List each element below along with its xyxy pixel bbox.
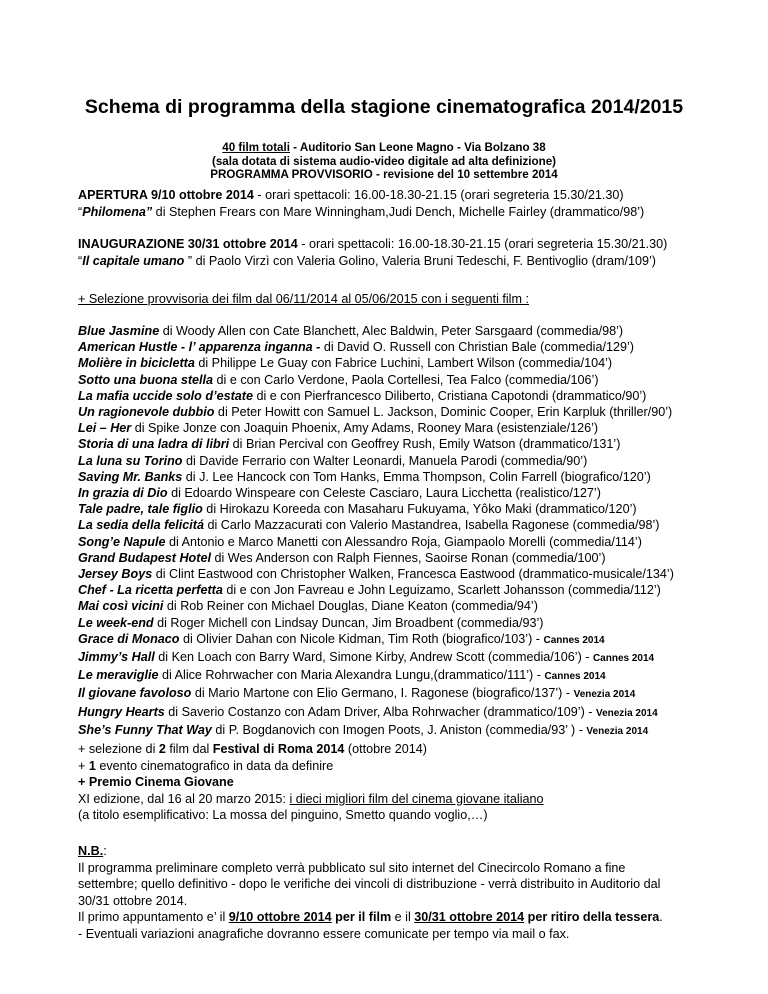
film-details: di Wes Anderson con Ralph Fiennes, Saoirse Ronan (commedia/100’) xyxy=(210,550,606,565)
header-venue-line xyxy=(0,141,768,155)
note-line: 30/31 ottobre 2014. xyxy=(78,893,188,908)
film-details: di J. Lee Hancock con Tom Hanks, Emma Thompson, Colin Farrell (biografico/120’) xyxy=(182,469,651,484)
film-details: di Peter Howitt con Samuel L. Jackson, Dominic Cooper, Erin Karpluk (thriller/90’) xyxy=(214,405,673,420)
film-row xyxy=(78,404,758,420)
premio-cinema-giovane: + Premio Cinema Giovane xyxy=(78,775,234,789)
film-title: Hungry Hearts xyxy=(78,704,165,719)
festival-badge: Venezia 2014 xyxy=(595,707,658,719)
film-row xyxy=(78,685,758,703)
apertura-label: APERTURA 9/10 ottobre 2014 xyxy=(78,188,254,202)
note-text: e il xyxy=(391,910,415,924)
film-details: di Rob Reiner con Michael Douglas, Diane Keaton (commedia/94’) xyxy=(163,599,538,614)
film-title: Saving Mr. Banks xyxy=(78,469,183,484)
nb-colon: : xyxy=(103,844,107,858)
film-row xyxy=(78,420,758,436)
film-row xyxy=(78,615,758,631)
revision-note: PROGRAMMA PROVVISORIO - revisione del 10 settembre 2014 xyxy=(210,168,558,181)
festival-badge: Cannes 2014 xyxy=(543,634,605,646)
first-date: 9/10 ottobre 2014 xyxy=(228,910,332,924)
second-date: 30/31 ottobre 2014 xyxy=(414,910,525,924)
film-row xyxy=(78,517,758,533)
film-title: She’s Funny That Way xyxy=(78,722,212,737)
film-title: La sedia della felicitá xyxy=(78,518,204,533)
film-details: di Woody Allen con Cate Blanchett, Alec Baldwin, Peter Sarsgaard (commedia/98’) xyxy=(159,324,624,338)
apertura-film-details: di Stephen Frears con Mare Winningham,Judi Dench, Michelle Fairley (drammatico/98’) xyxy=(152,204,645,219)
extras-text: XI edizione, dal 16 al 20 marzo 2015: xyxy=(78,791,290,806)
film-details: di Alice Rohrwacher con Maria Alexandra Lungu,(drammatico/111’) - xyxy=(158,668,545,683)
film-details: di Clint Eastwood con Christopher Walken, Francesca Eastwood (drammatico-musicale/134’) xyxy=(152,567,674,582)
header-info xyxy=(0,141,768,182)
extras-text: (ottobre 2014) xyxy=(344,742,428,756)
film-row xyxy=(78,436,758,452)
film-row xyxy=(78,704,758,722)
extras-count: 2 xyxy=(158,742,166,756)
film-details: di Philippe Le Guay con Fabrice Luchini, Lambert Wilson (commedia/104’) xyxy=(194,356,613,371)
film-row xyxy=(78,323,758,339)
apertura-film-title: Philomena” xyxy=(82,204,153,219)
quote-open: “ xyxy=(78,204,83,219)
film-title: Jimmy’s Hall xyxy=(78,650,155,665)
festival-badge: Cannes 2014 xyxy=(544,671,606,683)
note-line: settembre; quello definitivo - dopo le verifiche dei vincoli di distribuzione - verrà distribuito in Auditorio dal xyxy=(78,877,661,891)
film-title: Molière in bicicletta xyxy=(78,356,195,371)
film-row xyxy=(78,469,758,485)
film-details: di Brian Percival con Geoffrey Rush, Emily Watson (drammatico/131’) xyxy=(229,437,621,452)
selection-intro xyxy=(78,291,758,308)
inaugurazione-film-details: ” di Paolo Virzì con Valeria Golino, Valeria Bruni Tedeschi, F. Bentivoglio (dram/109’) xyxy=(184,253,656,268)
note-text: per ritiro della tessera xyxy=(524,910,660,924)
film-details: di e con Pierfrancesco Diliberto, Cristiana Capotondi (drammatico/90’) xyxy=(252,388,647,403)
film-details: di Spike Jonze con Joaquin Phoenix, Amy Adams, Rooney Mara (esistenziale/126’) xyxy=(131,421,599,436)
film-title: Un ragionevole dubbio xyxy=(78,405,215,420)
extras-count: 1 xyxy=(88,758,96,773)
film-row xyxy=(78,534,758,550)
film-row xyxy=(78,355,758,371)
film-title: Song’e Napule xyxy=(78,534,166,549)
quote-open: “ xyxy=(78,253,83,268)
film-details: di P. Bogdanovich con Imogen Poots, J. Aniston (commedia/93’ ) - xyxy=(211,722,587,737)
apertura-times: - orari spettacoli: 16.00-18.30-21.15 (orari segreteria 15.30/21.30) xyxy=(253,188,624,202)
festival-roma: Festival di Roma 2014 xyxy=(212,742,345,756)
inaugurazione-section xyxy=(78,236,758,269)
film-row xyxy=(78,339,758,355)
film-row xyxy=(78,649,758,667)
notes-section xyxy=(78,843,758,942)
nb-label: N.B. xyxy=(78,844,104,858)
film-details: di Carlo Mazzacurati con Valerio Mastandrea, Isabella Ragonese (commedia/98’) xyxy=(204,518,660,533)
extras-text: + selezione di xyxy=(78,742,159,756)
film-title: Sotto una buona stella xyxy=(78,372,214,387)
film-details: di Saverio Costanzo con Adam Driver, Alba Rohrwacher (drammatico/109’) - xyxy=(164,704,596,719)
film-details: di Ken Loach con Barry Ward, Simone Kirby, Andrew Scott (commedia/106’) - xyxy=(154,650,593,665)
film-title: La mafia uccide solo d’estate xyxy=(78,388,253,403)
film-details: di Antonio e Marco Manetti con Alessandro Roja, Giampaolo Morelli (commedia/114’) xyxy=(165,534,642,549)
film-row xyxy=(78,550,758,566)
festival-badge: Venezia 2014 xyxy=(573,689,636,701)
film-row xyxy=(78,485,758,501)
film-row xyxy=(78,722,758,740)
film-row xyxy=(78,631,758,649)
selection-intro-text: + Selezione provvisoria dei film dal 06/11/2014 al 05/06/2015 con i seguenti film : xyxy=(78,292,529,306)
extras-text: evento cinematografico in data da definire xyxy=(95,758,334,773)
film-list xyxy=(78,323,758,740)
festival-badge: Venezia 2014 xyxy=(586,725,649,737)
film-title: American Hustle - l’ apparenza inganna - xyxy=(78,340,321,355)
film-title: Storia di una ladra di libri xyxy=(78,437,230,452)
film-title: La luna su Torino xyxy=(78,453,183,468)
film-title: Lei – Her xyxy=(78,421,132,436)
film-title: In grazia di Dio xyxy=(78,486,168,501)
film-row xyxy=(78,372,758,388)
film-title: Il giovane favoloso xyxy=(78,686,192,701)
film-details: di David O. Russell con Christian Bale (commedia/129’) xyxy=(320,340,634,355)
premio-description: i dieci migliori film del cinema giovane italiano xyxy=(289,791,544,806)
film-row xyxy=(78,501,758,517)
extras-section xyxy=(78,741,758,824)
film-row xyxy=(78,453,758,469)
film-row xyxy=(78,667,758,685)
film-details: di e con Jon Favreau e John Leguizamo, Scarlett Johansson (commedia/112’) xyxy=(222,583,661,598)
film-row xyxy=(78,388,758,404)
inaugurazione-film-title: Il capitale umano xyxy=(82,253,185,268)
film-title: Blue Jasmine xyxy=(78,324,160,338)
note-text: . xyxy=(659,910,663,924)
note-line: Il programma preliminare completo verrà pubblicato sul sito internet del Cinecircolo Romano a fine xyxy=(78,860,626,875)
film-row xyxy=(78,582,758,598)
film-details: di Davide Ferrario con Walter Leonardi, Manuela Parodi (commedia/90’) xyxy=(182,453,588,468)
room-note: (sala dotata di sistema audio-video digitale ad alta definizione) xyxy=(211,154,556,168)
total-films: 40 film totali xyxy=(222,141,290,154)
film-details: di Olivier Dahan con Nicole Kidman, Tim Roth (biografico/103’) - xyxy=(179,631,544,646)
inaugurazione-label: INAUGURAZIONE 30/31 ottobre 2014 xyxy=(78,237,298,251)
film-title: Chef - La ricetta perfetta xyxy=(78,583,223,598)
film-details: di Edoardo Winspeare con Celeste Casciaro, Laura Licchetta (realistico/127’) xyxy=(167,486,601,501)
note-text: per il film xyxy=(331,910,392,924)
venue: - Auditorio San Leone Magno - Via Bolzano 38 xyxy=(289,141,546,154)
inaugurazione-times: - orari spettacoli: 16.00-18.30-21.15 (orari segreteria 15.30/21.30) xyxy=(297,237,668,251)
film-row xyxy=(78,598,758,614)
film-title: Grace di Monaco xyxy=(78,631,180,646)
film-title: Le week-end xyxy=(78,615,154,630)
film-details: di Roger Michell con Lindsay Duncan, Jim Broadbent (commedia/93’) xyxy=(153,615,544,630)
apertura-section xyxy=(78,187,758,220)
film-row xyxy=(78,566,758,582)
film-title: Grand Budapest Hotel xyxy=(78,550,211,565)
film-title: Jersey Boys xyxy=(78,567,153,582)
note-text: Il primo appuntamento e’ il xyxy=(78,910,229,924)
film-details: di e con Carlo Verdone, Paola Cortellesi, Tea Falco (commedia/106’) xyxy=(213,372,599,387)
note-line: - Eventuali variazioni anagrafiche dovranno essere comunicate per tempo via mail o fax. xyxy=(78,926,570,941)
extras-text: film dal xyxy=(165,742,213,756)
film-details: di Mario Martone con Elio Germano, I. Ragonese (biografico/137’) - xyxy=(191,686,574,701)
extras-example: (a titolo esemplificativo: La mossa del pinguino, Smetto quando voglio,…) xyxy=(78,808,488,822)
film-title: Tale padre, tale figlio xyxy=(78,502,203,517)
film-title: Mai così vicini xyxy=(78,599,164,614)
festival-badge: Cannes 2014 xyxy=(592,653,655,665)
film-title: Le meraviglie xyxy=(78,668,159,683)
extras-text: + xyxy=(78,758,89,773)
page-title: Schema di programma della stagione cinematografica 2014/2015 xyxy=(84,96,684,118)
film-details: di Hirokazu Koreeda con Masaharu Fukuyama, Yôko Maki (drammatico/120’) xyxy=(202,502,637,517)
